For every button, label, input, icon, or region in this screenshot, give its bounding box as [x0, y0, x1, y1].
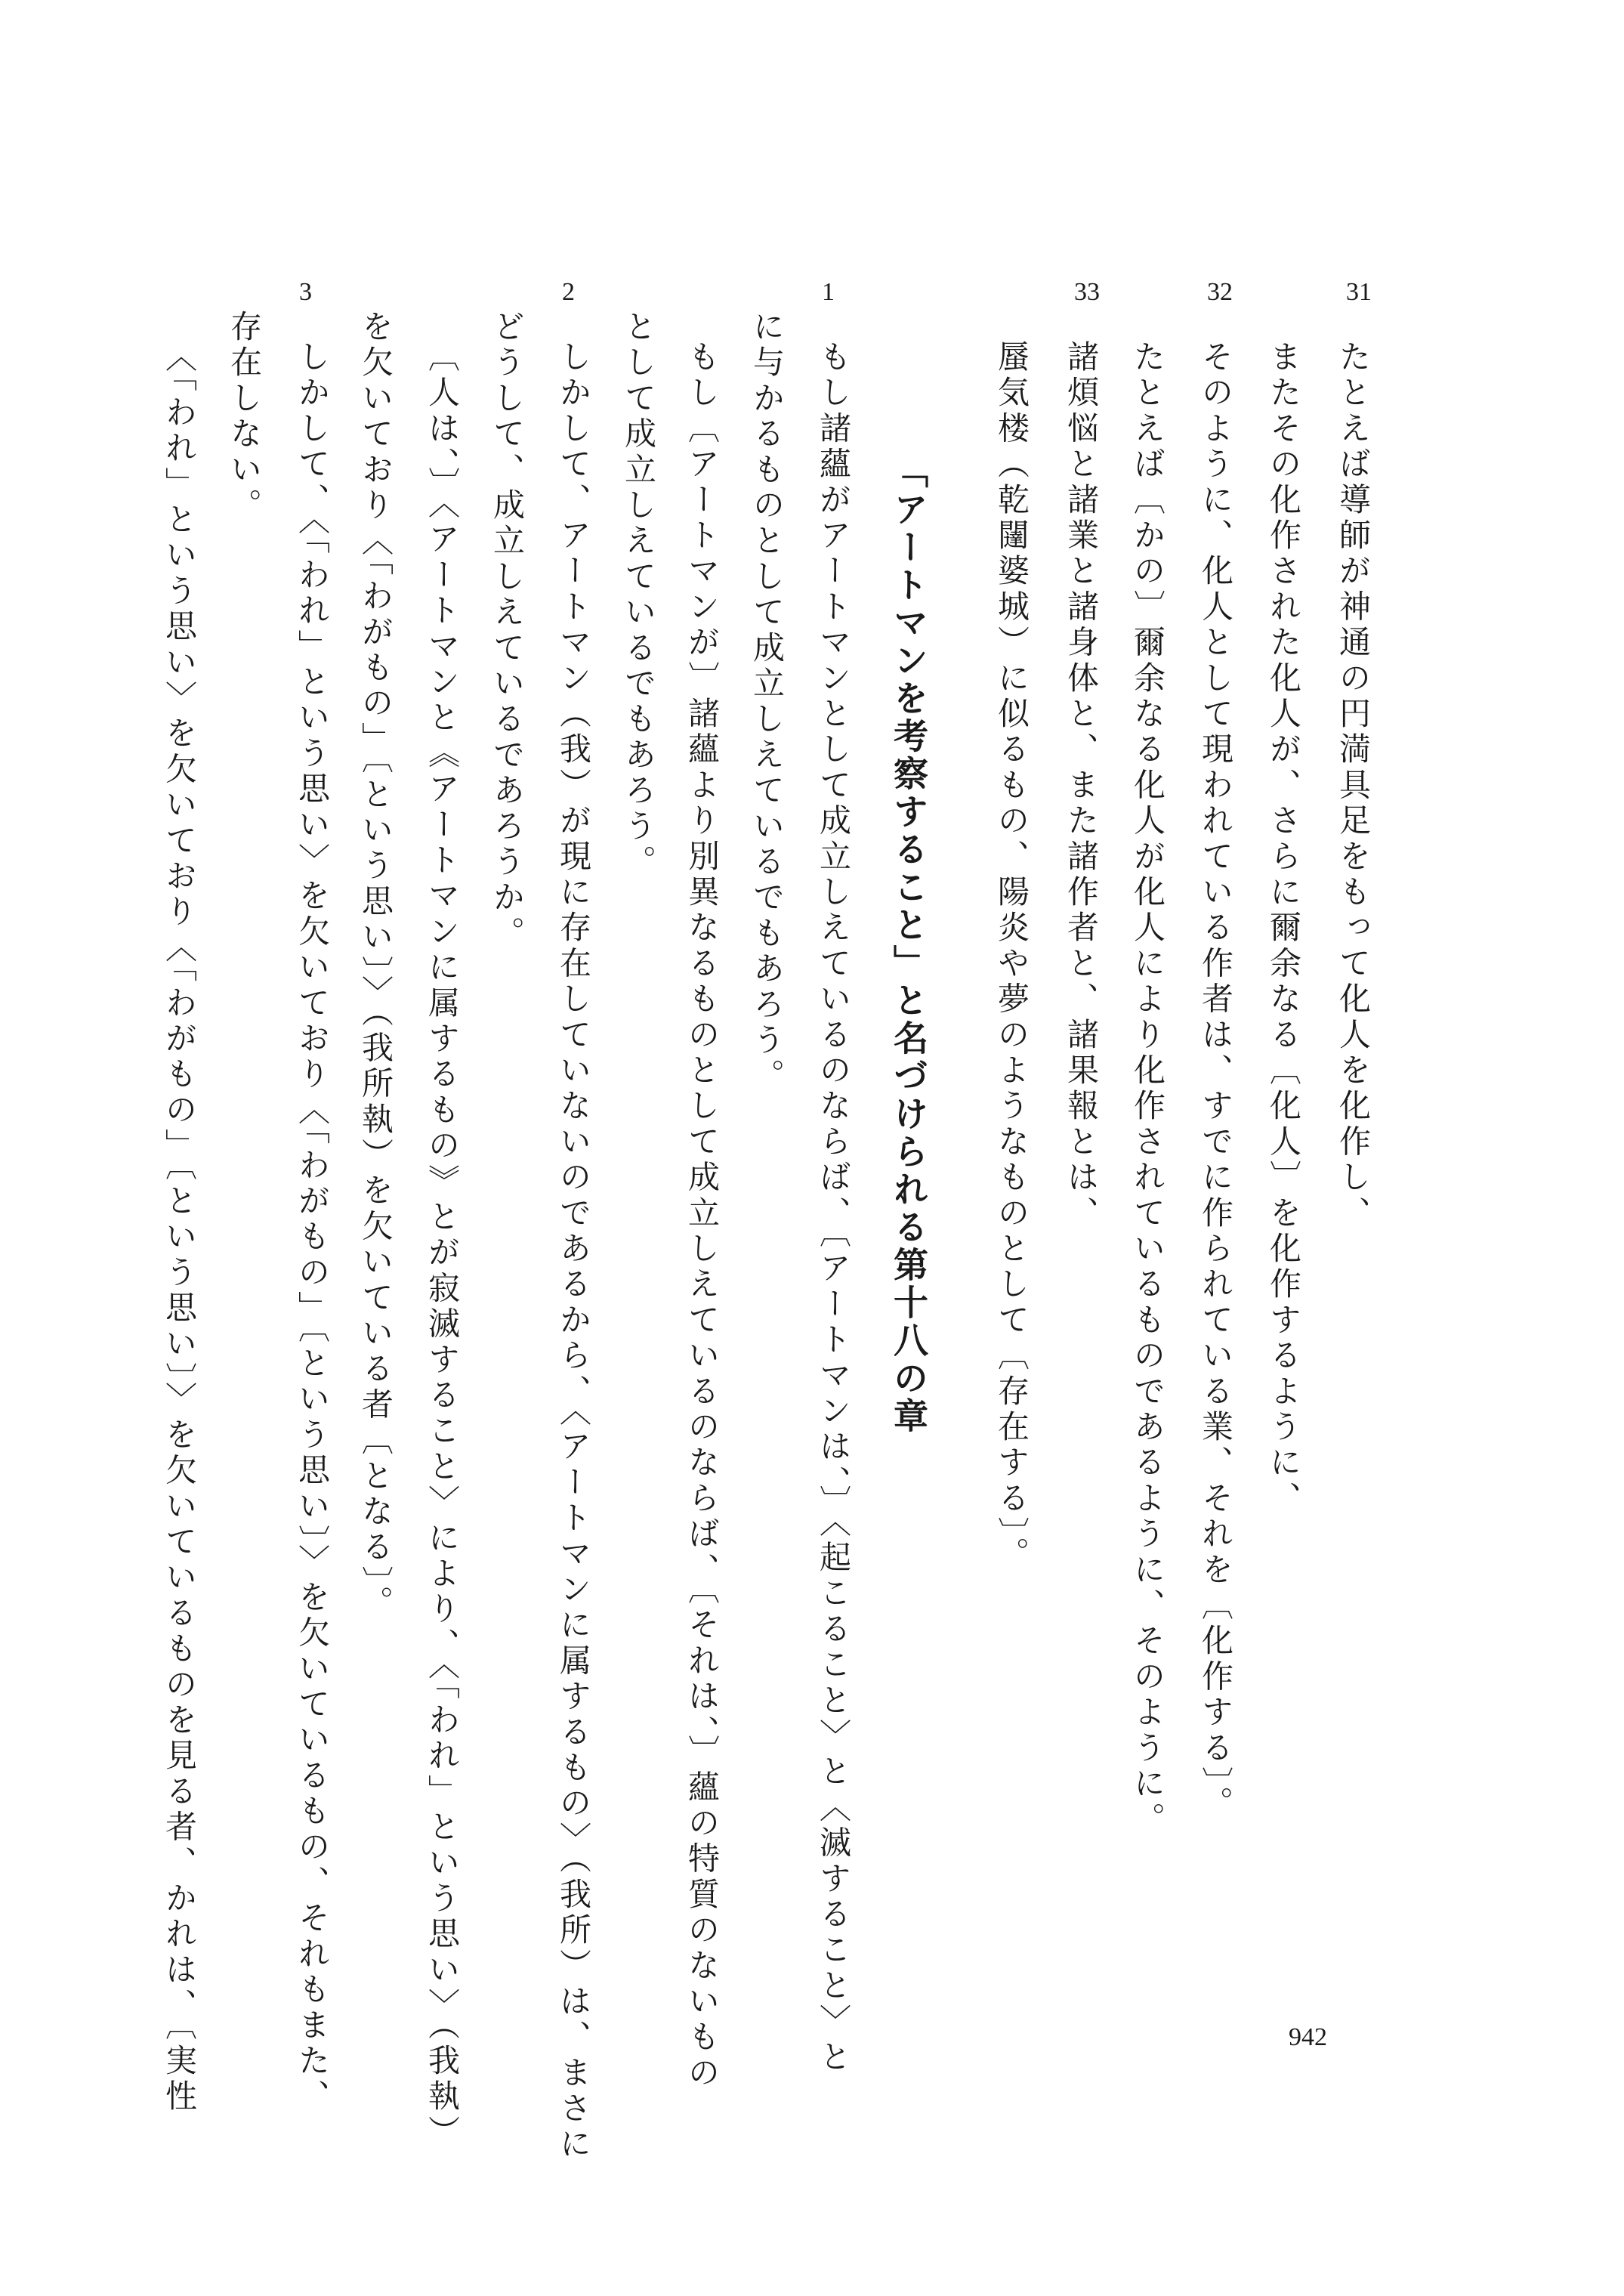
verse-1-line-2: に与かるものとして成立しえているでもあろう。 — [749, 310, 786, 1095]
verse-2-line-3: 〔人は、〕〈アートマンと《アートマンに属するもの》とが寂滅すること〉により、〈「われ」という思い〉（我執） — [424, 340, 461, 2151]
verse-2-line-1: しかして、アートマン（我）が現に存在していないのであるから、〈アートマンに属するもの〉（我所）は、まさに — [555, 340, 592, 2163]
verse-31-line-2: またその化作された化人が、さらに爾余なる〔化人〕を化作するように、 — [1265, 340, 1302, 1517]
verse-3-line-1: しかして、〈「われ」という思い〉を欠いており〈「わがもの」〔という思い〕〉を欠いているもの、それもまた、 — [294, 340, 331, 2115]
verse-31-line-1: たとえば導師が神通の円満具足をもって化人を化作し、 — [1335, 340, 1372, 1231]
verse-33-line-2: 蜃気楼（乾闥婆城）に似るもの、陽炎や夢のようなものとして〔存在する〕。 — [993, 340, 1030, 1572]
verse-33-line-1: 諸煩悩と諸業と諸身体と、また諸作者と、諸果報とは、 — [1063, 340, 1100, 1231]
verse-number-31: 31 — [1346, 278, 1372, 306]
verse-1-line-1: もし諸蘊がアートマンとして成立しえているのならば、〔アートマンは、〕〈起こること〉と〈滅すること〉と — [815, 340, 852, 2075]
verse-32-line-2: たとえば〔かの〕爾余なる化人が化人により化作されているものであるように、そのように。 — [1129, 340, 1166, 1838]
verse-1-line-3: もし〔アートマンが〕諸蘊より別異なるものとして成立しえているのならば、〔それは、〕蘊の特質のないもの — [684, 340, 721, 2091]
verse-number-32: 32 — [1207, 278, 1233, 306]
page-number: 942 — [1289, 2023, 1327, 2051]
verse-number-2: 2 — [562, 278, 575, 306]
verse-2-line-2: どうして、成立しえているであろうか。 — [489, 310, 526, 952]
verse-number-1: 1 — [822, 278, 835, 306]
chapter-heading: 「アートマンを考察すること」と名づけられる第十八の章 — [888, 453, 929, 1435]
verse-3-line-2: 存在しない。 — [226, 310, 263, 524]
verse-number-33: 33 — [1074, 278, 1100, 306]
verse-32-line-1: そのように、化人として現われている作者は、すでに作られている業、それを〔化作する〕。 — [1197, 340, 1234, 1822]
verse-number-3: 3 — [299, 278, 312, 306]
verse-1-line-4: として成立しえているでもあろう。 — [620, 310, 657, 881]
verse-2-line-4: を欠いており〈「わがもの」〔という思い〕〉（我所執）を欠いている者〔となる〕。 — [357, 310, 394, 1621]
verse-3-line-3: 〈「われ」という思い〉を欠いており〈「わがもの」〔という思い〕〉を欠いているものを見る者、かれは、〔実性 — [161, 340, 198, 2115]
